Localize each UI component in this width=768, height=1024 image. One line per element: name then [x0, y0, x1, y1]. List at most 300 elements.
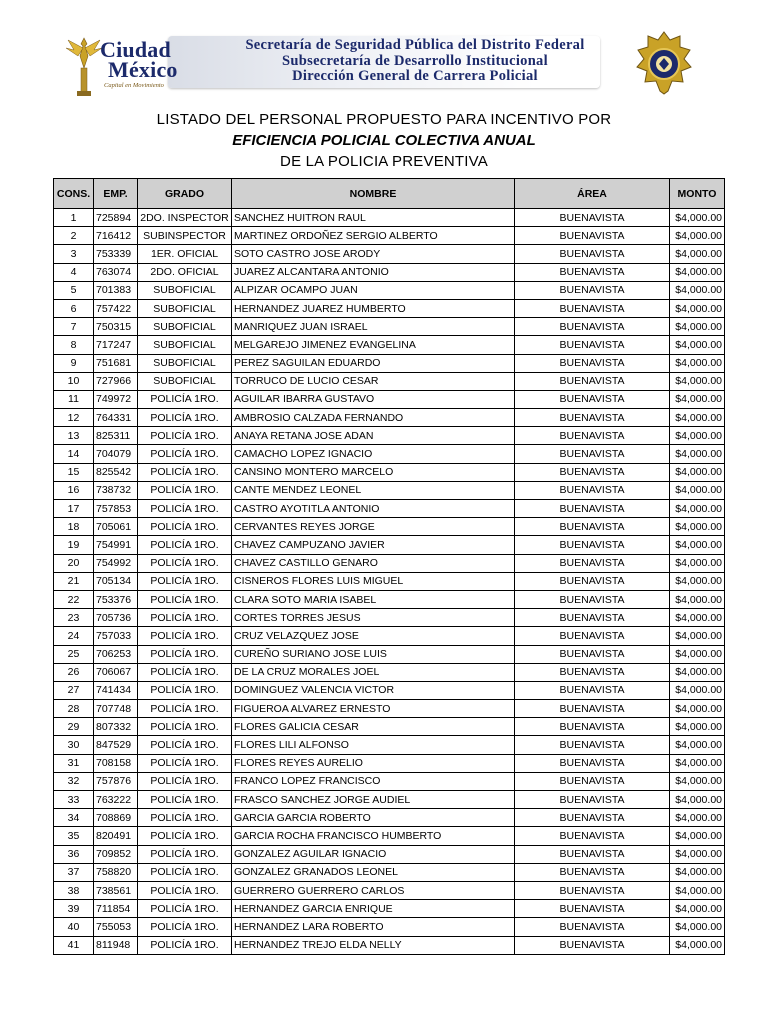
- monto-cell: $4,000.00: [670, 536, 725, 554]
- emp-cell: 717247: [94, 336, 138, 354]
- emp-cell: 764331: [94, 409, 138, 427]
- table-row: [54, 318, 725, 336]
- nombre-cell: JUAREZ ALCANTARA ANTONIO: [232, 263, 515, 281]
- cons-cell: 39: [54, 900, 94, 918]
- emp-cell: 711854: [94, 900, 138, 918]
- table-row: [54, 663, 725, 681]
- area-cell: BUENAVISTA: [515, 863, 670, 881]
- table-row: [54, 754, 725, 772]
- nombre-cell: SOTO CASTRO JOSE ARODY: [232, 245, 515, 263]
- grado-cell: POLICÍA 1RO.: [138, 590, 232, 608]
- area-cell: BUENAVISTA: [515, 590, 670, 608]
- grado-cell: POLICÍA 1RO.: [138, 681, 232, 699]
- grado-cell: POLICÍA 1RO.: [138, 445, 232, 463]
- cons-cell: 37: [54, 863, 94, 881]
- emp-cell: 763074: [94, 263, 138, 281]
- grado-cell: POLICÍA 1RO.: [138, 754, 232, 772]
- cons-cell: 41: [54, 936, 94, 954]
- cons-cell: 2: [54, 227, 94, 245]
- nombre-cell: FLORES GALICIA CESAR: [232, 718, 515, 736]
- nombre-cell: ANAYA RETANA JOSE ADAN: [232, 427, 515, 445]
- area-cell: BUENAVISTA: [515, 936, 670, 954]
- area-cell: BUENAVISTA: [515, 681, 670, 699]
- monto-cell: $4,000.00: [670, 318, 725, 336]
- monto-cell: $4,000.00: [670, 681, 725, 699]
- area-cell: BUENAVISTA: [515, 209, 670, 227]
- grado-cell: POLICÍA 1RO.: [138, 936, 232, 954]
- nombre-cell: FIGUEROA ALVAREZ ERNESTO: [232, 700, 515, 718]
- nombre-cell: DE LA CRUZ MORALES JOEL: [232, 663, 515, 681]
- grado-cell: POLICÍA 1RO.: [138, 772, 232, 790]
- nombre-cell: HERNANDEZ GARCIA ENRIQUE: [232, 900, 515, 918]
- nombre-cell: MANRIQUEZ JUAN ISRAEL: [232, 318, 515, 336]
- table-row: [54, 718, 725, 736]
- nombre-cell: CLARA SOTO MARIA ISABEL: [232, 590, 515, 608]
- emp-cell: 754991: [94, 536, 138, 554]
- emp-cell: 753339: [94, 245, 138, 263]
- police-badge-icon: [633, 30, 695, 100]
- table-row: [54, 627, 725, 645]
- grado-cell: POLICÍA 1RO.: [138, 736, 232, 754]
- monto-cell: $4,000.00: [670, 445, 725, 463]
- area-cell: BUENAVISTA: [515, 609, 670, 627]
- grado-cell: POLICÍA 1RO.: [138, 900, 232, 918]
- nombre-cell: SANCHEZ HUITRON RAUL: [232, 209, 515, 227]
- nombre-cell: CORTES TORRES JESUS: [232, 609, 515, 627]
- area-cell: BUENAVISTA: [515, 372, 670, 390]
- cons-cell: 22: [54, 590, 94, 608]
- cons-cell: 9: [54, 354, 94, 372]
- monto-cell: $4,000.00: [670, 518, 725, 536]
- monto-cell: $4,000.00: [670, 245, 725, 263]
- cons-cell: 38: [54, 881, 94, 899]
- monto-cell: $4,000.00: [670, 554, 725, 572]
- table-row: [54, 299, 725, 317]
- table-row: [54, 572, 725, 590]
- emp-cell: 727966: [94, 372, 138, 390]
- area-cell: BUENAVISTA: [515, 663, 670, 681]
- cons-cell: 11: [54, 390, 94, 408]
- grado-cell: SUBOFICIAL: [138, 372, 232, 390]
- cons-cell: 12: [54, 409, 94, 427]
- monto-cell: $4,000.00: [670, 663, 725, 681]
- grado-cell: POLICÍA 1RO.: [138, 827, 232, 845]
- table-row: [54, 481, 725, 499]
- table-row: [54, 445, 725, 463]
- column-header-cons: CONS.: [54, 179, 94, 209]
- emp-cell: 757853: [94, 500, 138, 518]
- monto-cell: $4,000.00: [670, 609, 725, 627]
- grado-cell: POLICÍA 1RO.: [138, 700, 232, 718]
- area-cell: BUENAVISTA: [515, 645, 670, 663]
- monto-cell: $4,000.00: [670, 900, 725, 918]
- monto-cell: $4,000.00: [670, 572, 725, 590]
- cons-cell: 10: [54, 372, 94, 390]
- monto-cell: $4,000.00: [670, 463, 725, 481]
- emp-cell: 757033: [94, 627, 138, 645]
- cons-cell: 31: [54, 754, 94, 772]
- institution-line-1: Secretaría de Seguridad Pública del Distrito Federal: [245, 37, 585, 53]
- table-row: [54, 336, 725, 354]
- area-cell: BUENAVISTA: [515, 445, 670, 463]
- grado-cell: SUBOFICIAL: [138, 336, 232, 354]
- grado-cell: POLICÍA 1RO.: [138, 663, 232, 681]
- emp-cell: 709852: [94, 845, 138, 863]
- monto-cell: $4,000.00: [670, 881, 725, 899]
- institution-line-3: Dirección General de Carrera Policial: [292, 68, 538, 84]
- area-cell: BUENAVISTA: [515, 754, 670, 772]
- nombre-cell: CISNEROS FLORES LUIS MIGUEL: [232, 572, 515, 590]
- monto-cell: $4,000.00: [670, 863, 725, 881]
- monto-cell: $4,000.00: [670, 336, 725, 354]
- nombre-cell: GONZALEZ AGUILAR IGNACIO: [232, 845, 515, 863]
- area-cell: BUENAVISTA: [515, 227, 670, 245]
- nombre-cell: CASTRO AYOTITLA ANTONIO: [232, 500, 515, 518]
- cons-cell: 30: [54, 736, 94, 754]
- grado-cell: SUBOFICIAL: [138, 354, 232, 372]
- cons-cell: 3: [54, 245, 94, 263]
- grado-cell: 1ER. OFICIAL: [138, 245, 232, 263]
- cons-cell: 7: [54, 318, 94, 336]
- emp-cell: 749972: [94, 390, 138, 408]
- table-row: [54, 809, 725, 827]
- emp-cell: 706067: [94, 663, 138, 681]
- grado-cell: POLICÍA 1RO.: [138, 809, 232, 827]
- column-header-nombre: NOMBRE: [232, 179, 515, 209]
- grado-cell: POLICÍA 1RO.: [138, 718, 232, 736]
- nombre-cell: FRASCO SANCHEZ JORGE AUDIEL: [232, 791, 515, 809]
- grado-cell: POLICÍA 1RO.: [138, 845, 232, 863]
- grado-cell: SUBOFICIAL: [138, 281, 232, 299]
- nombre-cell: CHAVEZ CASTILLO GENARO: [232, 554, 515, 572]
- emp-cell: 750315: [94, 318, 138, 336]
- monto-cell: $4,000.00: [670, 281, 725, 299]
- cons-cell: 28: [54, 700, 94, 718]
- grado-cell: POLICÍA 1RO.: [138, 627, 232, 645]
- emp-cell: 741434: [94, 681, 138, 699]
- monto-cell: $4,000.00: [670, 390, 725, 408]
- table-row: [54, 827, 725, 845]
- emp-cell: 751681: [94, 354, 138, 372]
- table-row: [54, 863, 725, 881]
- column-header-area: ÁREA: [515, 179, 670, 209]
- area-cell: BUENAVISTA: [515, 809, 670, 827]
- table-row: [54, 390, 725, 408]
- area-cell: BUENAVISTA: [515, 409, 670, 427]
- area-cell: BUENAVISTA: [515, 354, 670, 372]
- table-row: [54, 281, 725, 299]
- cons-cell: 29: [54, 718, 94, 736]
- monto-cell: $4,000.00: [670, 918, 725, 936]
- grado-cell: POLICÍA 1RO.: [138, 500, 232, 518]
- emp-cell: 706253: [94, 645, 138, 663]
- nombre-cell: MELGAREJO JIMENEZ EVANGELINA: [232, 336, 515, 354]
- grado-cell: POLICÍA 1RO.: [138, 863, 232, 881]
- emp-cell: 704079: [94, 445, 138, 463]
- area-cell: BUENAVISTA: [515, 791, 670, 809]
- nombre-cell: CAMACHO LOPEZ IGNACIO: [232, 445, 515, 463]
- nombre-cell: HERNANDEZ JUAREZ HUMBERTO: [232, 299, 515, 317]
- cons-cell: 4: [54, 263, 94, 281]
- grado-cell: 2DO. INSPECTOR: [138, 209, 232, 227]
- table-header-row: [54, 179, 725, 209]
- area-cell: BUENAVISTA: [515, 736, 670, 754]
- emp-cell: 738561: [94, 881, 138, 899]
- nombre-cell: GARCIA ROCHA FRANCISCO HUMBERTO: [232, 827, 515, 845]
- emp-cell: 757876: [94, 772, 138, 790]
- angel-icon: [64, 34, 104, 98]
- table-row: [54, 427, 725, 445]
- cons-cell: 36: [54, 845, 94, 863]
- grado-cell: SUBOFICIAL: [138, 318, 232, 336]
- emp-cell: 754992: [94, 554, 138, 572]
- grado-cell: POLICÍA 1RO.: [138, 390, 232, 408]
- cons-cell: 20: [54, 554, 94, 572]
- nombre-cell: MARTINEZ ORDOÑEZ SERGIO ALBERTO: [232, 227, 515, 245]
- area-cell: BUENAVISTA: [515, 700, 670, 718]
- table-row: [54, 772, 725, 790]
- cons-cell: 25: [54, 645, 94, 663]
- nombre-cell: AMBROSIO CALZADA FERNANDO: [232, 409, 515, 427]
- cons-cell: 21: [54, 572, 94, 590]
- nombre-cell: FLORES REYES AURELIO: [232, 754, 515, 772]
- nombre-cell: AGUILAR IBARRA GUSTAVO: [232, 390, 515, 408]
- emp-cell: 716412: [94, 227, 138, 245]
- table-row: [54, 645, 725, 663]
- column-header-grado: GRADO: [138, 179, 232, 209]
- nombre-cell: PEREZ SAGUILAN EDUARDO: [232, 354, 515, 372]
- cons-cell: 32: [54, 772, 94, 790]
- nombre-cell: GONZALEZ GRANADOS LEONEL: [232, 863, 515, 881]
- table-row: [54, 227, 725, 245]
- monto-cell: $4,000.00: [670, 263, 725, 281]
- grado-cell: POLICÍA 1RO.: [138, 645, 232, 663]
- title-line-3: DE LA POLICIA PREVENTIVA: [280, 153, 488, 170]
- cons-cell: 8: [54, 336, 94, 354]
- table-row: [54, 409, 725, 427]
- monto-cell: $4,000.00: [670, 227, 725, 245]
- table-row: [54, 900, 725, 918]
- area-cell: BUENAVISTA: [515, 463, 670, 481]
- table-row: [54, 263, 725, 281]
- cons-cell: 13: [54, 427, 94, 445]
- emp-cell: 738732: [94, 481, 138, 499]
- nombre-cell: CRUZ VELAZQUEZ JOSE: [232, 627, 515, 645]
- monto-cell: $4,000.00: [670, 299, 725, 317]
- monto-cell: $4,000.00: [670, 645, 725, 663]
- table-row: [54, 918, 725, 936]
- table-row: [54, 700, 725, 718]
- monto-cell: $4,000.00: [670, 736, 725, 754]
- column-header-monto: MONTO: [670, 179, 725, 209]
- cons-cell: 17: [54, 500, 94, 518]
- emp-cell: 705134: [94, 572, 138, 590]
- emp-cell: 707748: [94, 700, 138, 718]
- cons-cell: 5: [54, 281, 94, 299]
- table-row: [54, 681, 725, 699]
- table-row: [54, 463, 725, 481]
- table-row: [54, 736, 725, 754]
- monto-cell: $4,000.00: [670, 427, 725, 445]
- emp-cell: 725894: [94, 209, 138, 227]
- monto-cell: $4,000.00: [670, 718, 725, 736]
- emp-cell: 820491: [94, 827, 138, 845]
- area-cell: BUENAVISTA: [515, 299, 670, 317]
- table-row: [54, 209, 725, 227]
- emp-cell: 705736: [94, 609, 138, 627]
- grado-cell: POLICÍA 1RO.: [138, 881, 232, 899]
- emp-cell: 708158: [94, 754, 138, 772]
- area-cell: BUENAVISTA: [515, 281, 670, 299]
- emp-cell: 825542: [94, 463, 138, 481]
- grado-cell: POLICÍA 1RO.: [138, 554, 232, 572]
- cons-cell: 34: [54, 809, 94, 827]
- area-cell: BUENAVISTA: [515, 390, 670, 408]
- cons-cell: 33: [54, 791, 94, 809]
- grado-cell: POLICÍA 1RO.: [138, 918, 232, 936]
- monto-cell: $4,000.00: [670, 809, 725, 827]
- emp-cell: 847529: [94, 736, 138, 754]
- nombre-cell: HERNANDEZ LARA ROBERTO: [232, 918, 515, 936]
- table-row: [54, 354, 725, 372]
- logo-text-mexico: México: [108, 57, 178, 82]
- logo-text-ciudad: Ciudad: [100, 37, 171, 62]
- grado-cell: POLICÍA 1RO.: [138, 427, 232, 445]
- cons-cell: 23: [54, 609, 94, 627]
- area-cell: BUENAVISTA: [515, 718, 670, 736]
- area-cell: BUENAVISTA: [515, 554, 670, 572]
- grado-cell: SUBOFICIAL: [138, 299, 232, 317]
- column-header-emp: EMP.: [94, 179, 138, 209]
- institution-line-2: Subsecretaría de Desarrollo Institucional: [282, 52, 548, 69]
- table-row: [54, 554, 725, 572]
- area-cell: BUENAVISTA: [515, 518, 670, 536]
- cons-cell: 19: [54, 536, 94, 554]
- area-cell: BUENAVISTA: [515, 845, 670, 863]
- nombre-cell: CUREÑO SURIANO JOSE LUIS: [232, 645, 515, 663]
- area-cell: BUENAVISTA: [515, 572, 670, 590]
- ciudad-mexico-logo: [58, 32, 208, 98]
- nombre-cell: CERVANTES REYES JORGE: [232, 518, 515, 536]
- grado-cell: POLICÍA 1RO.: [138, 481, 232, 499]
- emp-cell: 701383: [94, 281, 138, 299]
- cons-cell: 16: [54, 481, 94, 499]
- table-row: [54, 845, 725, 863]
- monto-cell: $4,000.00: [670, 754, 725, 772]
- grado-cell: POLICÍA 1RO.: [138, 572, 232, 590]
- monto-cell: $4,000.00: [670, 209, 725, 227]
- area-cell: BUENAVISTA: [515, 245, 670, 263]
- logo-tagline: Capital en Movimiento: [104, 82, 164, 89]
- grado-cell: 2DO. OFICIAL: [138, 263, 232, 281]
- monto-cell: $4,000.00: [670, 772, 725, 790]
- nombre-cell: HERNANDEZ TREJO ELDA NELLY: [232, 936, 515, 954]
- institution-heading: [210, 38, 620, 85]
- table-row: [54, 372, 725, 390]
- table-row: [54, 536, 725, 554]
- nombre-cell: CANSINO MONTERO MARCELO: [232, 463, 515, 481]
- area-cell: BUENAVISTA: [515, 881, 670, 899]
- title-line-1: LISTADO DEL PERSONAL PROPUESTO PARA INCENTIVO POR: [156, 111, 612, 128]
- cons-cell: 15: [54, 463, 94, 481]
- cons-cell: 24: [54, 627, 94, 645]
- area-cell: BUENAVISTA: [515, 627, 670, 645]
- area-cell: BUENAVISTA: [515, 336, 670, 354]
- nombre-cell: FLORES LILI ALFONSO: [232, 736, 515, 754]
- table-row: [54, 518, 725, 536]
- monto-cell: $4,000.00: [670, 354, 725, 372]
- table-body: [54, 209, 725, 955]
- emp-cell: 757422: [94, 299, 138, 317]
- area-cell: BUENAVISTA: [515, 481, 670, 499]
- grado-cell: POLICÍA 1RO.: [138, 409, 232, 427]
- nombre-cell: GUERRERO GUERRERO CARLOS: [232, 881, 515, 899]
- monto-cell: $4,000.00: [670, 481, 725, 499]
- emp-cell: 807332: [94, 718, 138, 736]
- cons-cell: 1: [54, 209, 94, 227]
- emp-cell: 825311: [94, 427, 138, 445]
- cons-cell: 14: [54, 445, 94, 463]
- table-row: [54, 609, 725, 627]
- monto-cell: $4,000.00: [670, 500, 725, 518]
- cons-cell: 27: [54, 681, 94, 699]
- grado-cell: POLICÍA 1RO.: [138, 536, 232, 554]
- emp-cell: 758820: [94, 863, 138, 881]
- nombre-cell: CANTE MENDEZ LEONEL: [232, 481, 515, 499]
- nombre-cell: DOMINGUEZ VALENCIA VICTOR: [232, 681, 515, 699]
- emp-cell: 705061: [94, 518, 138, 536]
- emp-cell: 763222: [94, 791, 138, 809]
- monto-cell: $4,000.00: [670, 700, 725, 718]
- grado-cell: POLICÍA 1RO.: [138, 518, 232, 536]
- nombre-cell: GARCIA GARCIA ROBERTO: [232, 809, 515, 827]
- document-title: [0, 109, 768, 172]
- grado-cell: POLICÍA 1RO.: [138, 609, 232, 627]
- grado-cell: SUBINSPECTOR: [138, 227, 232, 245]
- nombre-cell: FRANCO LOPEZ FRANCISCO: [232, 772, 515, 790]
- area-cell: BUENAVISTA: [515, 500, 670, 518]
- table-row: [54, 500, 725, 518]
- grado-cell: POLICÍA 1RO.: [138, 463, 232, 481]
- monto-cell: $4,000.00: [670, 845, 725, 863]
- emp-cell: 708869: [94, 809, 138, 827]
- table-row: [54, 936, 725, 954]
- emp-cell: 755053: [94, 918, 138, 936]
- logo-wordmark: [100, 37, 178, 82]
- area-cell: BUENAVISTA: [515, 536, 670, 554]
- table-row: [54, 590, 725, 608]
- area-cell: BUENAVISTA: [515, 318, 670, 336]
- monto-cell: $4,000.00: [670, 936, 725, 954]
- emp-cell: 753376: [94, 590, 138, 608]
- nombre-cell: CHAVEZ CAMPUZANO JAVIER: [232, 536, 515, 554]
- cons-cell: 40: [54, 918, 94, 936]
- area-cell: BUENAVISTA: [515, 263, 670, 281]
- area-cell: BUENAVISTA: [515, 918, 670, 936]
- cons-cell: 35: [54, 827, 94, 845]
- area-cell: BUENAVISTA: [515, 827, 670, 845]
- monto-cell: $4,000.00: [670, 627, 725, 645]
- area-cell: BUENAVISTA: [515, 772, 670, 790]
- title-line-2: EFICIENCIA POLICIAL COLECTIVA ANUAL: [232, 132, 536, 149]
- cons-cell: 18: [54, 518, 94, 536]
- cons-cell: 26: [54, 663, 94, 681]
- header-banner: [58, 30, 710, 102]
- area-cell: BUENAVISTA: [515, 900, 670, 918]
- table-row: [54, 791, 725, 809]
- grado-cell: POLICÍA 1RO.: [138, 791, 232, 809]
- nombre-cell: ALPIZAR OCAMPO JUAN: [232, 281, 515, 299]
